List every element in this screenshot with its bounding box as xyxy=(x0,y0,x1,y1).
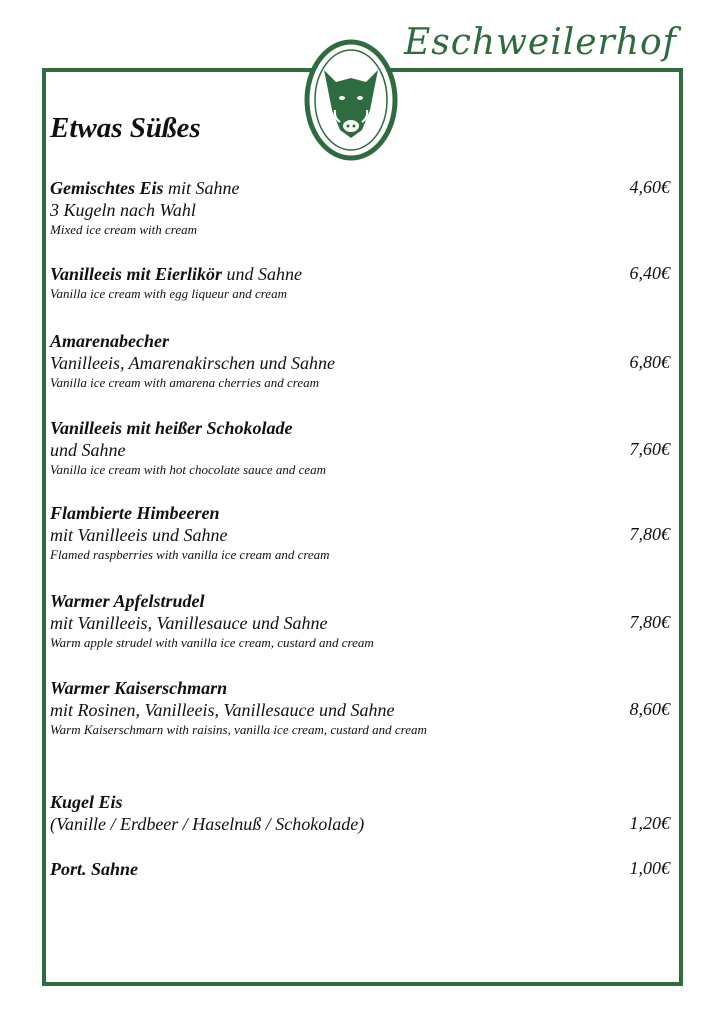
item-english: Vanilla ice cream with egg liqueur and cream xyxy=(50,286,287,301)
item-name: Warmer Kaiserschmarn xyxy=(50,678,228,698)
item-description: mit Vanilleeis und Sahne xyxy=(50,525,228,545)
item-description: (Vanille / Erdbeer / Haselnuß / Schokolade) xyxy=(50,814,365,834)
item-name: Flambierte Himbeeren xyxy=(50,503,220,523)
item-name-rest: und Sahne xyxy=(222,264,303,284)
item-english: Vanilla ice cream with hot chocolate sauce and ceam xyxy=(50,462,327,477)
item-name: Kugel Eis xyxy=(50,792,123,812)
item-description: Vanilleeis, Amarenakirschen und Sahne xyxy=(50,353,335,373)
item-name: Gemischtes Eis xyxy=(50,178,164,198)
item-price: 7,60€ xyxy=(629,439,670,459)
menu-item xyxy=(50,177,670,238)
item-english: Mixed ice cream with cream xyxy=(50,222,198,237)
item-price: 7,80€ xyxy=(629,612,670,632)
item-name: Warmer Apfelstrudel xyxy=(50,591,205,611)
menu-item xyxy=(50,417,670,478)
menu-item xyxy=(50,677,670,738)
menu-item xyxy=(50,791,670,835)
menu-item xyxy=(50,330,670,391)
menu-item xyxy=(50,502,670,563)
item-english: Vanilla ice cream with amarena cherries and cream xyxy=(50,375,319,390)
item-name-rest: mit Sahne xyxy=(163,178,240,198)
item-name: Vanilleeis mit heißer Schokolade xyxy=(50,418,293,438)
item-name: Amarenabecher xyxy=(50,331,169,351)
menu-item xyxy=(50,263,670,302)
item-price: 4,60€ xyxy=(629,177,670,197)
brand-name: Eschweilerhof xyxy=(404,22,677,63)
item-name: Port. Sahne xyxy=(50,859,139,879)
item-price: 6,40€ xyxy=(629,263,670,283)
menu-item xyxy=(50,858,670,880)
item-description: 3 Kugeln nach Wahl xyxy=(50,200,196,220)
item-english: Flamed raspberries with vanilla ice cream and cream xyxy=(50,547,330,562)
section-title: Etwas Süßes xyxy=(50,112,201,144)
item-price: 6,80€ xyxy=(629,352,670,372)
item-price: 1,20€ xyxy=(629,813,670,833)
menu-item xyxy=(50,590,670,651)
boar-logo-icon xyxy=(304,38,398,162)
item-price: 8,60€ xyxy=(629,699,670,719)
item-english: Warm apple strudel with vanilla ice cream, custard and cream xyxy=(50,635,374,650)
item-description: mit Vanilleeis, Vanillesauce und Sahne xyxy=(50,613,328,633)
item-name: Vanilleeis mit Eierlikör xyxy=(50,264,223,284)
item-price: 7,80€ xyxy=(629,524,670,544)
item-english: Warm Kaiserschmarn with raisins, vanilla ice cream, custard and cream xyxy=(50,722,427,737)
item-description: mit Rosinen, Vanilleeis, Vanillesauce und Sahne xyxy=(50,700,395,720)
item-price: 1,00€ xyxy=(629,858,670,878)
item-description: und Sahne xyxy=(50,440,126,460)
